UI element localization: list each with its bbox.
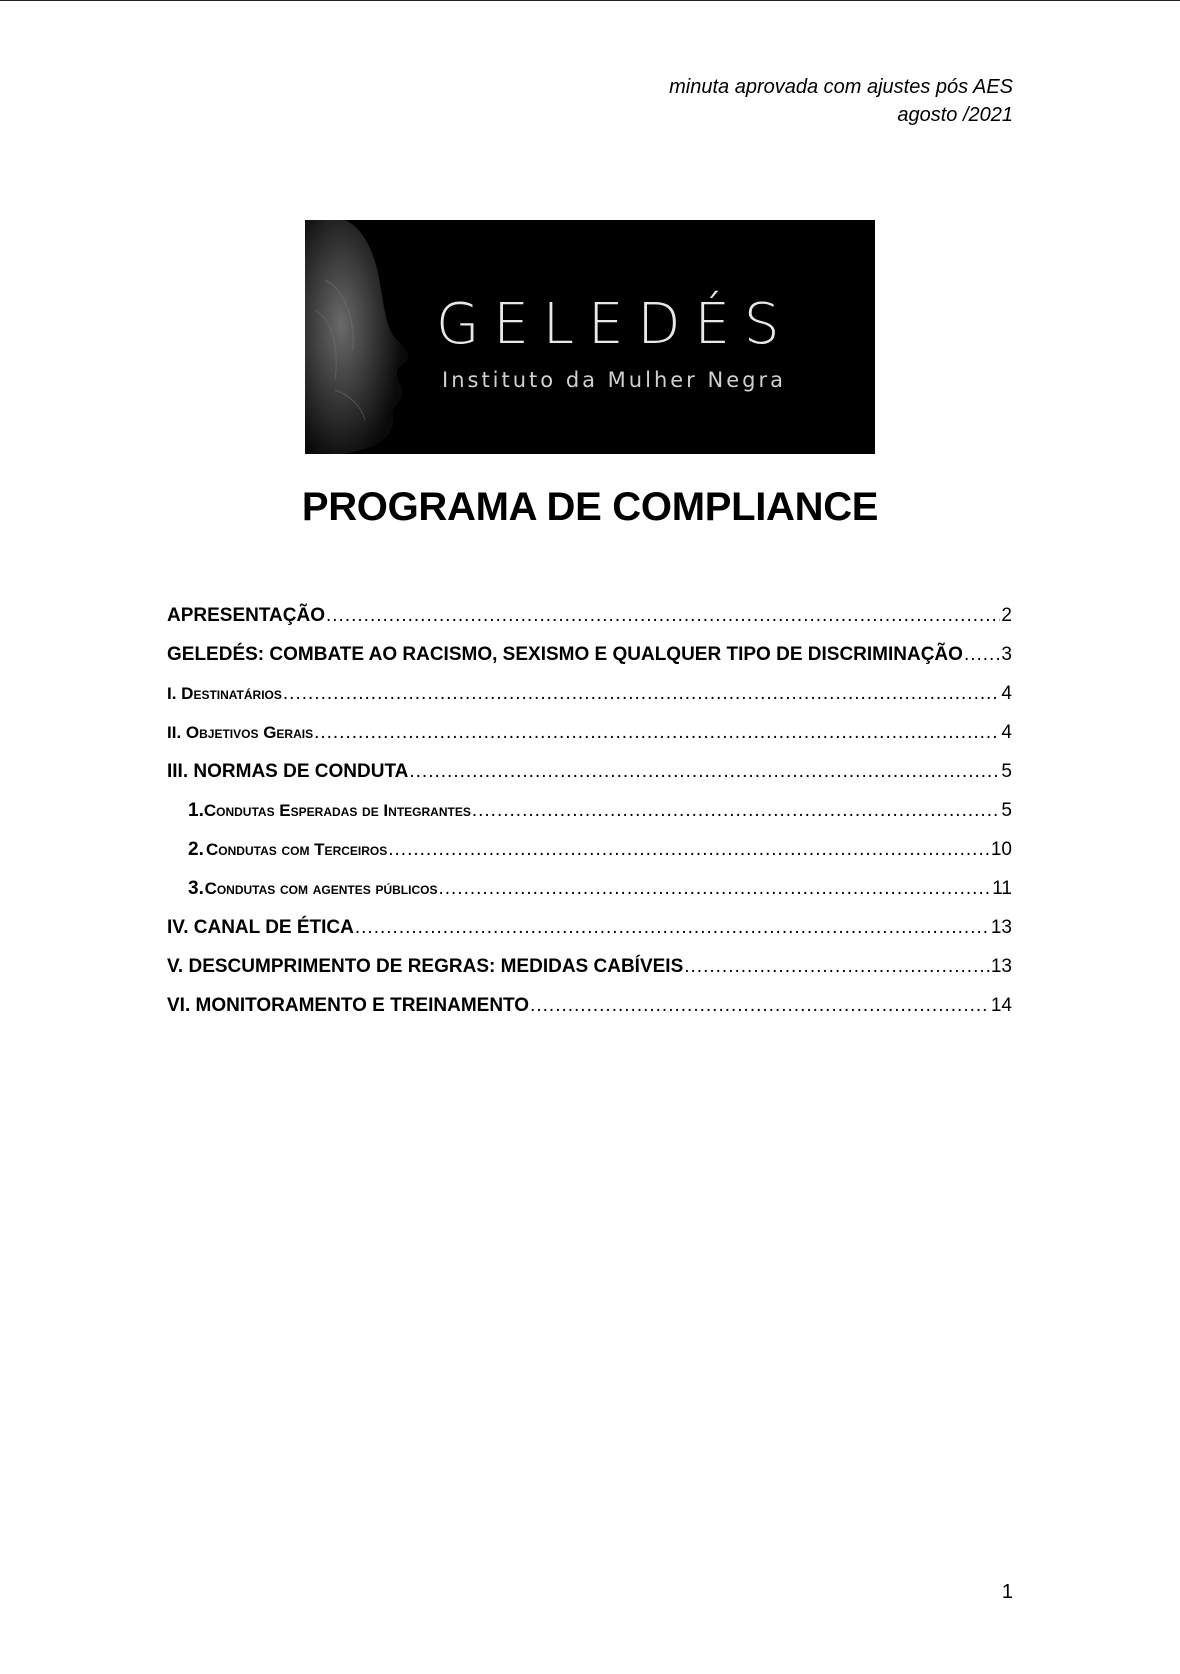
document-title: PROGRAMA DE COMPLIANCE [301, 485, 879, 529]
header-note [669, 73, 1013, 129]
toc-leader-dots [964, 644, 1000, 666]
toc-leader-dots [438, 878, 991, 900]
toc-entry-page: 4 [1001, 683, 1012, 704]
logo-name: GELEDÉS [436, 292, 794, 357]
toc-entry-page: 5 [1001, 761, 1012, 782]
toc-entry-number: 2. [188, 839, 204, 860]
toc-entry-apresentacao[interactable] [167, 605, 1012, 644]
toc-entry-geledes[interactable] [167, 644, 1012, 683]
toc-leader-dots [355, 917, 990, 939]
header-note-line-2: agosto /2021 [897, 104, 1013, 126]
toc-entry-canal-de-etica[interactable] [167, 917, 1012, 956]
toc-entry-label: VI. MONITORAMENTO E TREINAMENTO [167, 995, 530, 1016]
toc-entry-label: GELEDÉS: COMBATE AO RACISMO, SEXISMO E QUALQUER TIPO DE DISCRIMINAÇÃO [167, 644, 963, 665]
geledes-logo [305, 220, 875, 454]
toc-entry-condutas-terceiros[interactable] [167, 839, 1012, 878]
toc-entry-page: 2 [1001, 605, 1012, 626]
toc-entry-page: 10 [990, 839, 1012, 860]
toc-leader-dots [314, 722, 1000, 744]
toc-leader-dots [472, 800, 1001, 822]
toc-entry-label: II. Objetivos Gerais [167, 723, 314, 742]
toc-entry-number: 1. [188, 800, 204, 821]
toc-entry-label: V. DESCUMPRIMENTO DE REGRAS: MEDIDAS CABÍVEIS [167, 956, 684, 977]
toc-leader-dots [409, 761, 1000, 783]
header-note-line-1: minuta aprovada com ajustes pós AES [669, 76, 1013, 98]
toc-entry-label: Condutas Esperadas de Integrantes [203, 801, 471, 820]
toc-entry-page: 13 [990, 917, 1012, 938]
toc-leader-dots [684, 956, 990, 978]
toc-entry-number: 3. [188, 878, 204, 899]
toc-entry-page: 5 [1001, 800, 1012, 821]
toc-entry-normas-de-conduta[interactable] [167, 761, 1012, 800]
toc-entry-condutas-integrantes[interactable] [167, 800, 1012, 839]
toc-entry-label: I. Destinatários [167, 684, 282, 703]
toc-entry-page: 3 [1001, 644, 1012, 665]
table-of-contents [167, 605, 1012, 1034]
toc-entry-monitoramento[interactable] [167, 995, 1012, 1034]
toc-entry-label: IV. CANAL DE ÉTICA [167, 917, 354, 938]
toc-leader-dots [530, 995, 990, 1017]
toc-leader-dots [326, 605, 1000, 627]
toc-entry-page: 14 [990, 995, 1012, 1016]
logo-subtitle: Instituto da Mulher Negra [442, 368, 786, 392]
toc-entry-label: Condutas com agentes públicos [204, 879, 438, 898]
toc-entry-page: 4 [1001, 722, 1012, 743]
page-number: 1 [1001, 1581, 1013, 1603]
toc-leader-dots [388, 839, 990, 861]
toc-entry-page: 13 [990, 956, 1012, 977]
toc-entry-label: APRESENTAÇÃO [167, 605, 325, 626]
toc-entry-condutas-agentes-publicos[interactable] [167, 878, 1012, 917]
toc-entry-destinatarios[interactable] [167, 683, 1012, 722]
toc-entry-descumprimento[interactable] [167, 956, 1012, 995]
toc-entry-label: III. NORMAS DE CONDUTA [167, 761, 409, 782]
toc-entry-label: Condutas com Terceiros [206, 840, 388, 859]
toc-entry-page: 11 [992, 878, 1012, 899]
toc-leader-dots [283, 683, 1001, 705]
toc-entry-objetivos-gerais[interactable] [167, 722, 1012, 761]
